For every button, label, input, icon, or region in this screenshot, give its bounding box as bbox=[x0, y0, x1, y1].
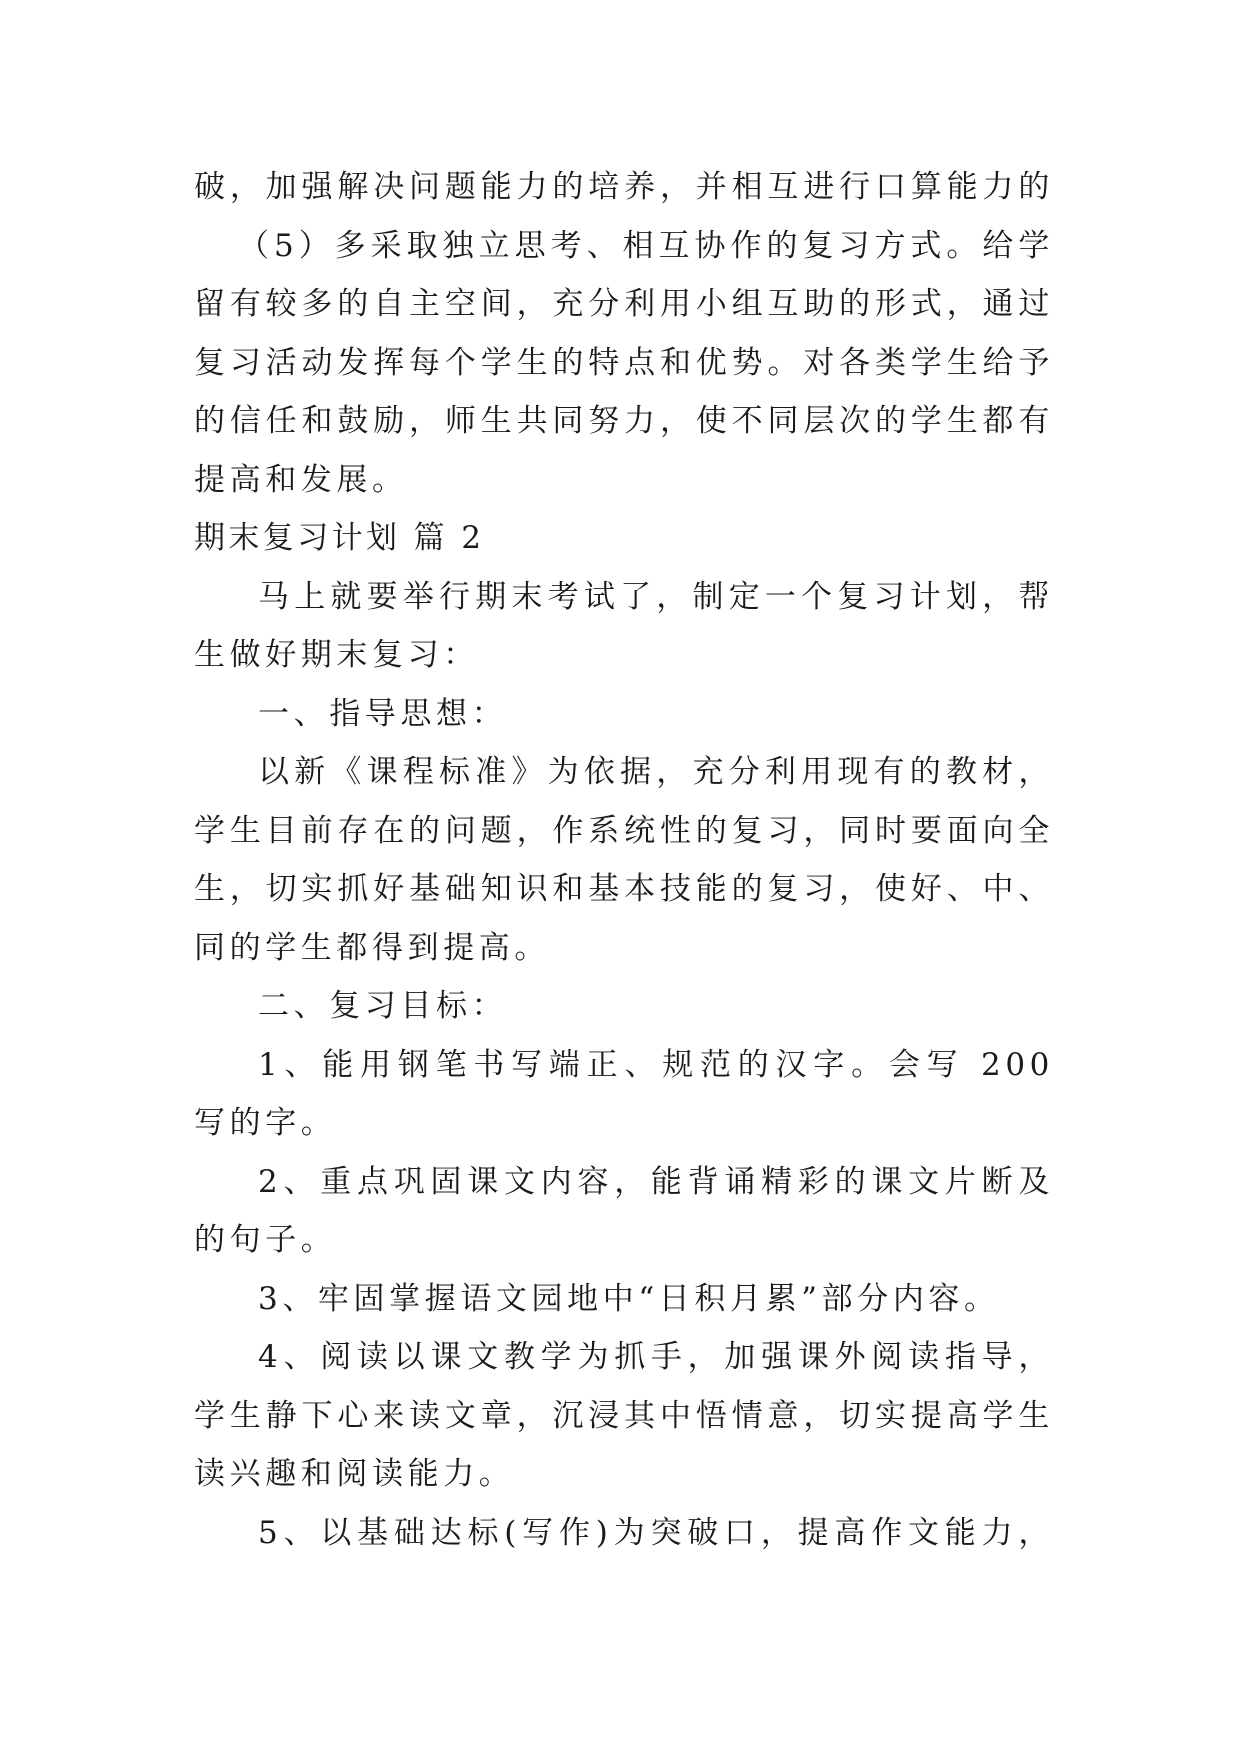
text-line: 3、牢固掌握语文园地中“日积月累”部分内容。 bbox=[258, 1280, 1000, 1317]
text-line: 二、复习目标： bbox=[258, 988, 508, 1024]
text-line: 学生静下心来读文章，沉浸其中悟情意，切实提高学生 bbox=[194, 1397, 1054, 1434]
text-line: 留有较多的自主空间，充分利用小组互助的形式，通过 bbox=[194, 286, 1054, 322]
document-body bbox=[194, 158, 1054, 1562]
text-line: 的信任和鼓励，师生共同努力，使不同层次的学生都有 bbox=[194, 403, 1054, 439]
text-line: 5、以基础达标(写作)为突破口，提高作文能力， bbox=[258, 1514, 1054, 1551]
text-line: 4、阅读以课文教学为抓手，加强课外阅读指导， bbox=[258, 1339, 1054, 1375]
text-line: 以新《课程标准》为依据，充分利用现有的教材， bbox=[258, 754, 1054, 790]
text-line: 读兴趣和阅读能力。 bbox=[194, 1456, 515, 1492]
text-line: 生做好期末复习： bbox=[194, 637, 479, 673]
text-line: 提高和发展。 bbox=[194, 461, 408, 498]
text-line: 一、指导思想： bbox=[258, 695, 508, 732]
section-heading: 期末复习计划 篇 2 bbox=[194, 520, 485, 556]
text-line: 写的字。 bbox=[194, 1105, 337, 1141]
text-line: 破，加强解决问题能力的培养，并相互进行口算能力的 bbox=[194, 169, 1054, 205]
text-line: （5）多采取独立思考、相互协作的复习方式。给学 bbox=[238, 227, 1054, 264]
text-line: 2、重点巩固课文内容，能背诵精彩的课文片断及 bbox=[258, 1163, 1054, 1200]
text-line: 同的学生都得到提高。 bbox=[194, 929, 550, 966]
text-line: 马上就要举行期末考试了，制定一个复习计划，帮 bbox=[258, 578, 1054, 615]
text-line: 1、能用钢笔书写端正、规范的汉字。会写 200 bbox=[258, 1046, 1054, 1083]
text-line: 生，切实抓好基础知识和基本技能的复习，使好、中、 bbox=[194, 871, 1054, 907]
text-line: 复习活动发挥每个学生的特点和优势。对各类学生给予 bbox=[194, 344, 1054, 381]
text-line: 学生目前存在的问题，作系统性的复习，同时要面向全 bbox=[194, 812, 1054, 849]
text-line: 的句子。 bbox=[194, 1222, 337, 1258]
